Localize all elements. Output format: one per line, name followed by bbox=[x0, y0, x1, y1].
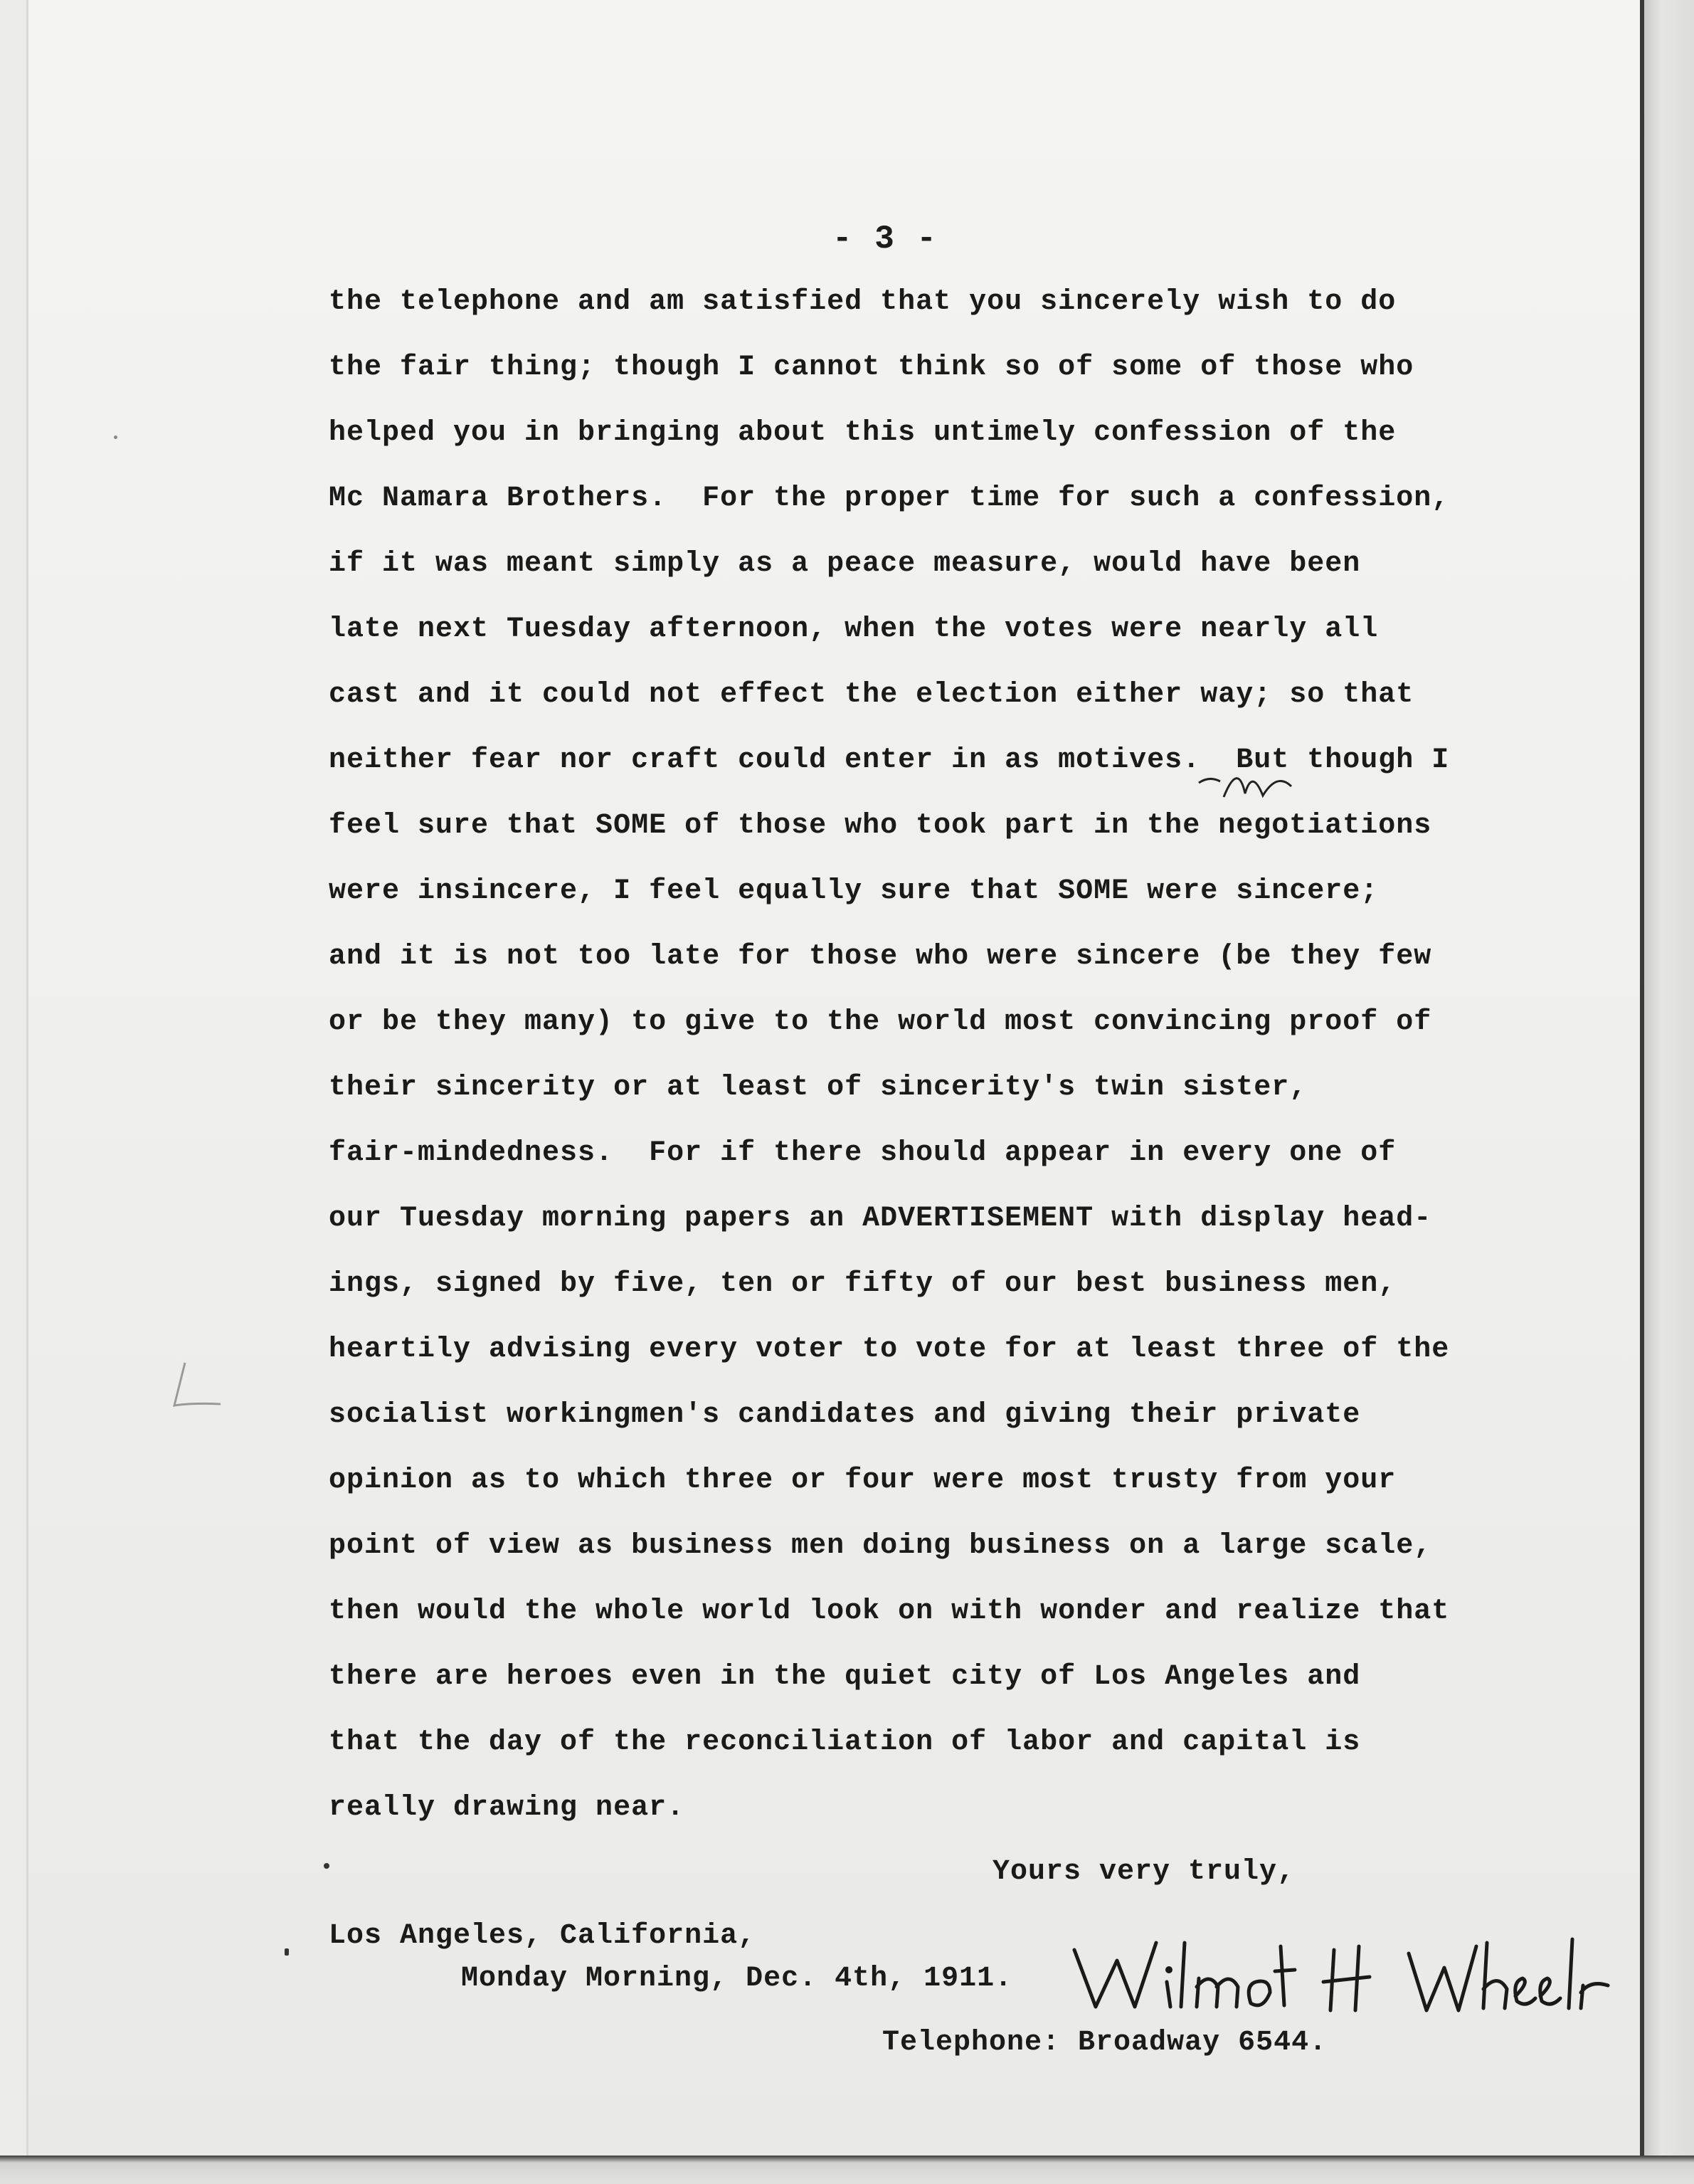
telephone-line: Telephone: Broadway 6544. bbox=[882, 2027, 1328, 2059]
dust-speck bbox=[324, 1863, 329, 1869]
photo-edge-right bbox=[1640, 0, 1694, 2184]
text-line: opinion as to which three or four were most trusty from your bbox=[329, 1465, 1397, 1497]
text-line: heartily advising every voter to vote for at least three of the bbox=[329, 1334, 1450, 1366]
text-line: late next Tuesday afternoon, when the votes were nearly all bbox=[329, 613, 1379, 645]
text-line: cast and it could not effect the election either way; so that bbox=[329, 679, 1414, 711]
dust-speck bbox=[285, 1948, 289, 1956]
place-line: Los Angeles, California, bbox=[329, 1920, 756, 1952]
dust-speck bbox=[114, 436, 117, 439]
photo-edge-bottom bbox=[0, 2156, 1694, 2184]
text-line: were insincere, I feel equally sure that SOME were sincere; bbox=[329, 875, 1379, 907]
date-line: Monday Morning, Dec. 4th, 1911. bbox=[461, 1963, 1013, 1995]
text-line: feel sure that SOME of those who took part in the negotiations bbox=[329, 810, 1432, 842]
text-line: socialist workingmen's candidates and giving their private bbox=[329, 1399, 1361, 1431]
text-line: if it was meant simply as a peace measure, would have been bbox=[329, 548, 1361, 580]
text-line: fair-mindedness. For if there should appear in every one of bbox=[329, 1137, 1397, 1169]
handwritten-insertion-mark bbox=[1195, 754, 1309, 811]
text-line: their sincerity or at least of sincerity's twin sister, bbox=[329, 1072, 1308, 1104]
text-line: the telephone and am satisfied that you sincerely wish to do bbox=[329, 286, 1397, 318]
text-line: Mc Namara Brothers. For the proper time for such a confession, bbox=[329, 482, 1450, 515]
margin-pencil-mark bbox=[135, 1356, 235, 1420]
text-line: helped you in bringing about this untimely confession of the bbox=[329, 417, 1397, 449]
text-line: ings, signed by five, ten or fifty of our best business men, bbox=[329, 1268, 1397, 1300]
text-line: neither fear nor craft could enter in as motives. But though I bbox=[329, 744, 1450, 776]
text-line: there are heroes even in the quiet city of Los Angeles and bbox=[329, 1661, 1361, 1693]
text-line: and it is not too late for those who were sincere (be they few bbox=[329, 941, 1432, 973]
letter-body bbox=[329, 281, 1624, 1852]
handwritten-signature bbox=[1067, 1921, 1629, 2035]
text-line: or be they many) to give to the world most convincing proof of bbox=[329, 1006, 1432, 1038]
text-line: point of view as business men doing business on a large scale, bbox=[329, 1530, 1432, 1562]
text-line: our Tuesday morning papers an ADVERTISEMENT with display head- bbox=[329, 1203, 1432, 1235]
text-line: really drawing near. bbox=[329, 1792, 685, 1824]
closing-line: Yours very truly, bbox=[992, 1856, 1296, 1888]
text-line: that the day of the reconciliation of labor and capital is bbox=[329, 1726, 1361, 1758]
page-number: - 3 - bbox=[832, 221, 938, 258]
text-line: the fair thing; though I cannot think so of some of those who bbox=[329, 352, 1414, 384]
text-line: then would the whole world look on with wonder and realize that bbox=[329, 1595, 1450, 1628]
